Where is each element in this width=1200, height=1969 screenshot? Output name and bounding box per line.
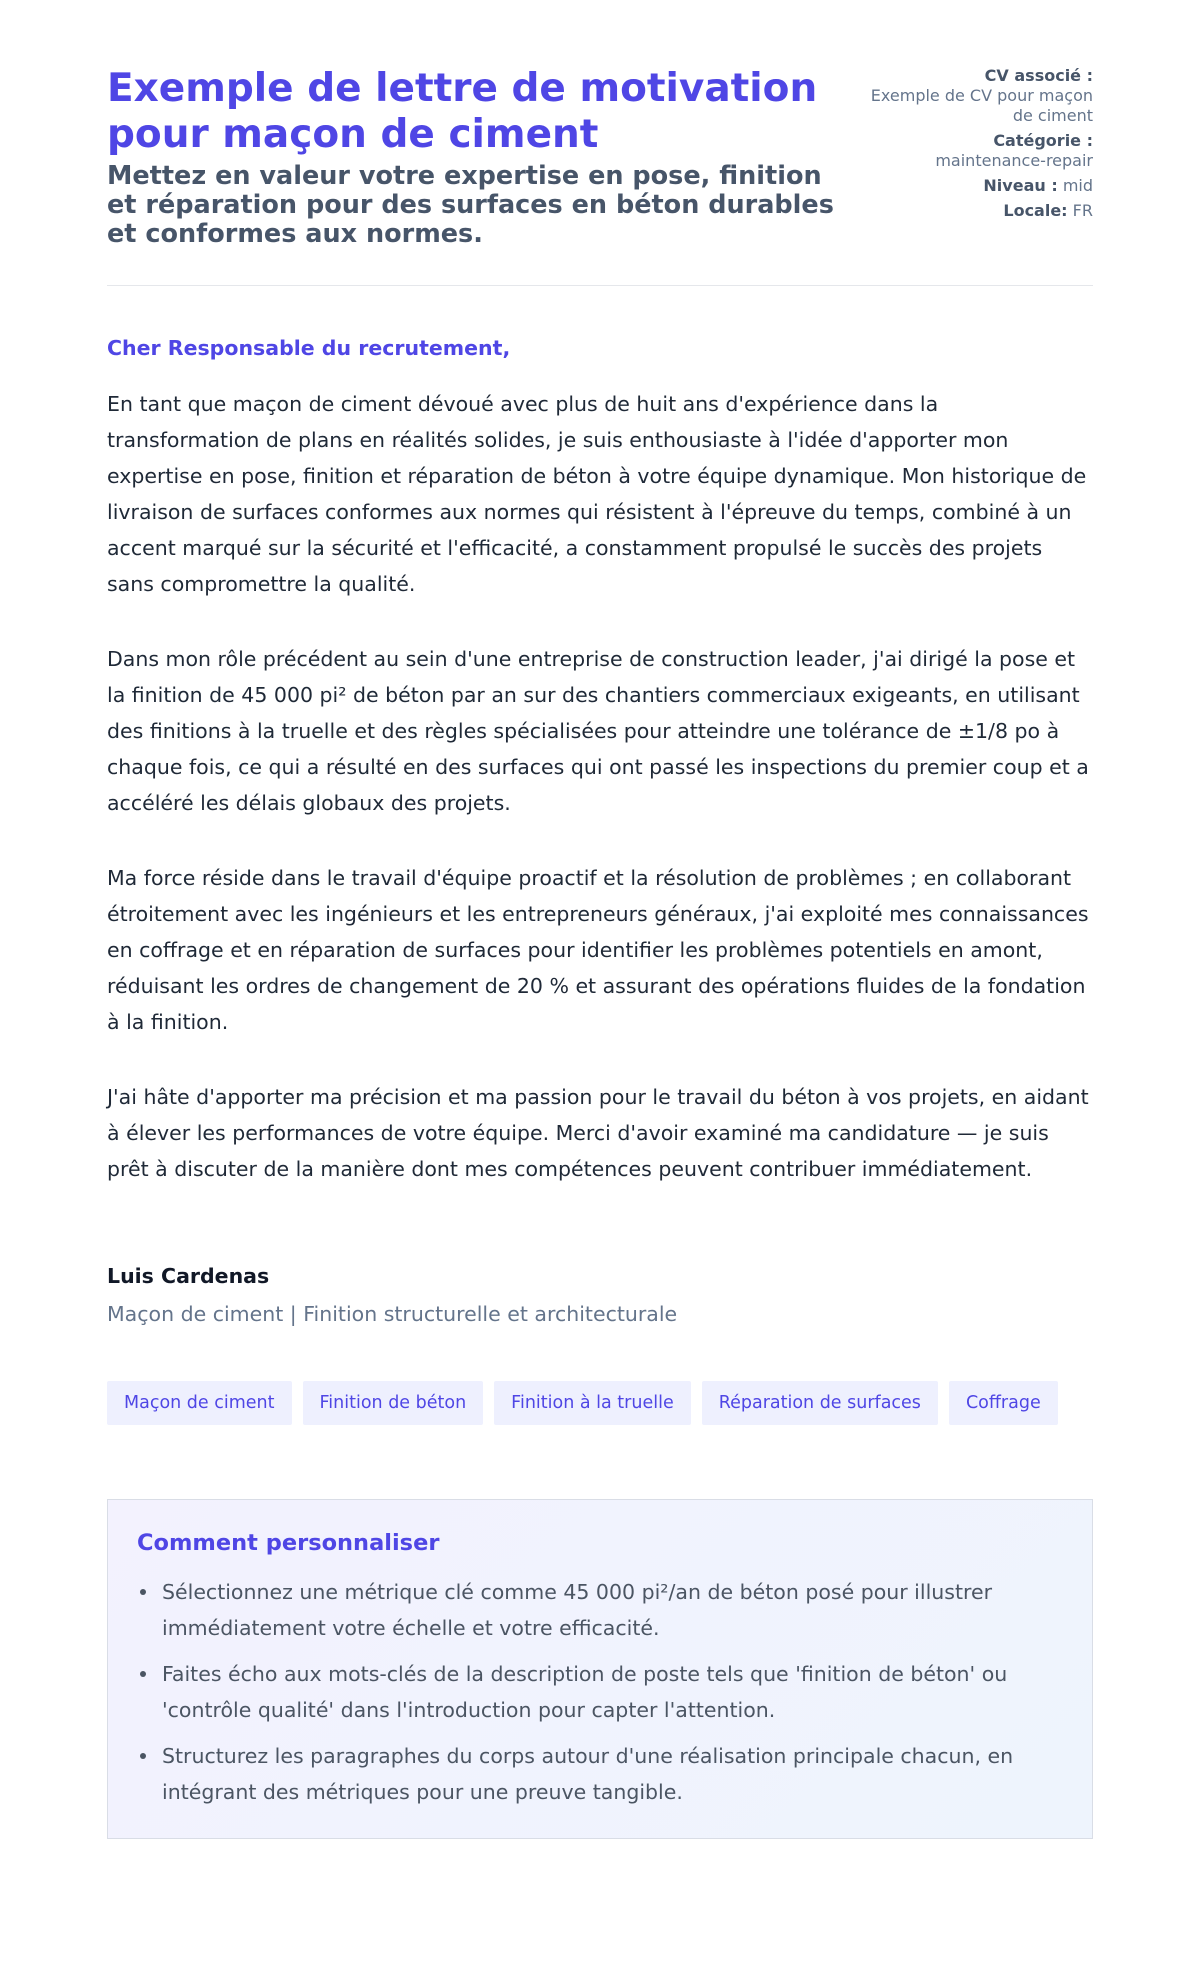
skill-tag: Maçon de ciment <box>107 1381 292 1425</box>
tips-title: Comment personnaliser <box>137 1530 440 1556</box>
meta-level-value: mid <box>1062 176 1093 195</box>
meta-level-label: Niveau : <box>983 176 1058 195</box>
letter-salutation: Cher Responsable du recrutement, <box>107 336 511 360</box>
meta-panel <box>856 66 1093 221</box>
skill-tag: Finition à la truelle <box>494 1381 691 1425</box>
signature-name: Luis Cardenas <box>107 1264 270 1288</box>
letter-body <box>107 386 1093 1187</box>
skill-tag: Finition de béton <box>303 1381 484 1425</box>
skill-tags <box>107 1381 1093 1425</box>
letter-paragraph: Ma force réside dans le travail d'équipe proactif et la résolution de problèmes ; en collaborant étroitement avec les ingénieurs et les entrepreneurs généraux, j'ai exploité mes connaissances en coffrage et en réparation de surfaces pour identifier les problèmes potentiels en amont, réduisant les ordres de changement de 20 % et assurant des opérations fluides de la fondation à la finition. <box>107 866 1089 1034</box>
meta-locale <box>856 201 1093 221</box>
meta-locale-label: Locale: <box>1003 201 1068 220</box>
skill-tag: Réparation de surfaces <box>702 1381 938 1425</box>
header-titles <box>107 66 856 249</box>
page-header <box>107 66 1093 249</box>
tips-item: Structurez les paragraphes du corps autour d'une réalisation principale chacun, en intégrant des métriques pour une preuve tangible. <box>137 1738 1063 1810</box>
tips-item: Faites écho aux mots-clés de la description de poste tels que 'finition de béton' ou 'contrôle qualité' dans l'introduction pour capter l'attention. <box>137 1656 1063 1728</box>
page-title: Exemple de lettre de motivation pour maçon de ciment <box>107 66 818 157</box>
skill-tag: Coffrage <box>949 1381 1058 1425</box>
page-subtitle: Mettez en valeur votre expertise en pose, finition et réparation pour des surfaces en béton durables et conformes aux normes. <box>107 161 834 249</box>
meta-locale-value: FR <box>1072 201 1093 220</box>
meta-category-label: Catégorie : <box>993 131 1093 150</box>
letter-paragraph: J'ai hâte d'apporter ma précision et ma passion pour le travail du béton à vos projets, en aidant à élever les performances de votre équipe. Merci d'avoir examiné ma candidature — je suis prêt à discuter de la manière dont mes compétences peuvent contribuer immédiatement. <box>107 1085 1089 1181</box>
meta-category-value: maintenance-repair <box>935 151 1093 170</box>
meta-cv <box>856 66 1093 126</box>
tips-item: Sélectionnez une métrique clé comme 45 000 pi²/an de béton posé pour illustrer immédiatement votre échelle et votre efficacité. <box>137 1574 1063 1646</box>
letter-paragraph: En tant que maçon de ciment dévoué avec plus de huit ans d'expérience dans la transformation de plans en réalités solides, je suis enthousiaste à l'idée d'apporter mon expertise en pose, finition et réparation de béton à votre équipe dynamique. Mon historique de livraison de surfaces conformes aux normes qui résistent à l'épreuve du temps, combiné à un accent marqué sur la sécurité et l'efficacité, a constamment propulsé le succès des projets sans compromettre la qualité. <box>107 392 1087 596</box>
header-divider <box>107 285 1093 286</box>
meta-level <box>856 176 1093 196</box>
meta-cv-label: CV associé : <box>984 66 1093 85</box>
signature-title: Maçon de ciment | Finition structurelle et architecturale <box>107 1302 678 1326</box>
customization-tips-box <box>107 1499 1093 1839</box>
letter-paragraph: Dans mon rôle précédent au sein d'une entreprise de construction leader, j'ai dirigé la pose et la finition de 45 000 pi² de béton par an sur des chantiers commerciaux exigeants, en utilisant des finitions à la truelle et des règles spécialisées pour atteindre une tolérance de ±1/8 po à chaque fois, ce qui a résulté en des surfaces qui ont passé les inspections du premier coup et a accéléré les délais globaux des projets. <box>107 647 1089 815</box>
meta-cv-value: Exemple de CV pour maçon de ciment <box>870 86 1093 125</box>
tips-list <box>137 1574 1063 1810</box>
meta-category <box>856 131 1093 171</box>
